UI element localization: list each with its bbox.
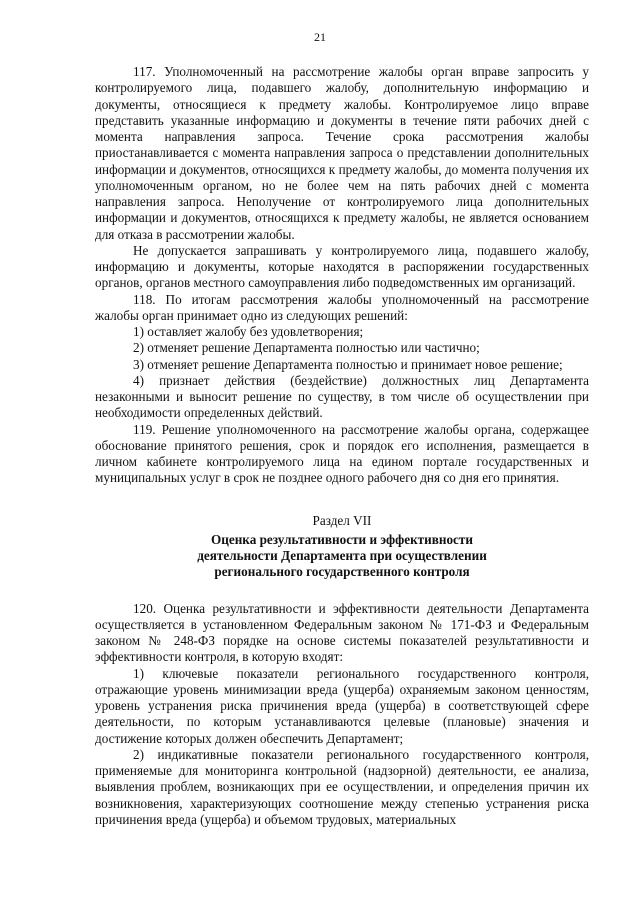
list-item-118-3: 3) отменяет решение Департамента полностью и принимает новое решение; bbox=[133, 356, 563, 372]
section-title-line-1: Оценка результативности и эффективности bbox=[211, 531, 473, 547]
section-title-line-3: регионального государственного контроля bbox=[214, 564, 470, 580]
list-item-118-4: 4) признает действия (бездействие) должностных лиц Департамента незаконными и выносит решение по существу, в том числе об осуществлении при необходимости определенных действий. bbox=[95, 372, 589, 421]
list-item-120-2: 2) индикативные показатели регионального государственного контроля, применяемые для мониторинга контрольной (надзорной) деятельности, ее анализа, выявления проблем, возникающих при ее осуществлении, и определения причин их возникновения, характеризующих соотношение между степенью устранения риска причинения вреда (ущерба) и объемом трудовых, материальных bbox=[95, 746, 589, 827]
section-title bbox=[95, 532, 589, 581]
paragraph-117-note: Не допускается запрашивать у контролируемого лица, подавшего жалобу, информацию и документы, которые находятся в распоряжении государственных органов, органов местного самоуправления либо подведомственных им организаций. bbox=[95, 242, 589, 291]
document-body bbox=[95, 64, 589, 828]
paragraph-119: 119. Решение уполномоченного на рассмотрение жалобы органа, содержащее обоснование принятого решения, срок и порядок его исполнения, размещается в личном кабинете контролируемого лица на едином портале государственных и муниципальных услуг в срок не позднее одного рабочего дня со дня его принятия. bbox=[95, 421, 589, 486]
paragraph-117: 117. Уполномоченный на рассмотрение жалобы орган вправе запросить у контролируемого лица, подавшего жалобу, дополнительную информацию и документы, относящиеся к предмету жалобы. Контролируемое лицо вправе представить указанные информацию и документы в течение пяти рабочих дней с момента направления запроса. Течение срока рассмотрения жалобы приостанавливается с момента направления запроса о представлении дополнительных информации и документов, относящихся к предмету жалобы, до момента получения их уполномоченным органом, но не более чем на пять рабочих дней с момента направления запроса. Неполучение от контролируемого лица дополнительных информации и документов, относящихся к предмету жалобы, не является основанием для отказа в рассмотрении жалобы. bbox=[95, 64, 589, 242]
list-item-118-1: 1) оставляет жалобу без удовлетворения; bbox=[133, 324, 364, 339]
section-title-line-2: деятельности Департамента при осуществлении bbox=[197, 548, 487, 563]
section-label: Раздел VII bbox=[312, 512, 372, 528]
page-number: 21 bbox=[314, 30, 326, 44]
paragraph-120: 120. Оценка результативности и эффективности деятельности Департамента осуществляется в установленном Федеральным законом № 171-ФЗ и Федеральным законом № 248-ФЗ порядке на основе системы показателей результативности и эффективности контроля, в которую входят: bbox=[95, 600, 589, 665]
paragraph-118: 118. По итогам рассмотрения жалобы уполномоченный на рассмотрение жалобы орган принимает одно из следующих решений: bbox=[95, 291, 589, 323]
list-item-120-1: 1) ключевые показатели регионального государственного контроля, отражающие уровень минимизации вреда (ущерба) охраняемым законом ценностям, уровень устранения риска причинения вреда (ущерба) в соответствующей сфере деятельности, по которым устанавливаются целевые (плановые) значения и достижение которых должен обеспечить Департамент; bbox=[95, 665, 589, 746]
list-item-118-2: 2) отменяет решение Департамента полностью или частично; bbox=[133, 340, 480, 356]
